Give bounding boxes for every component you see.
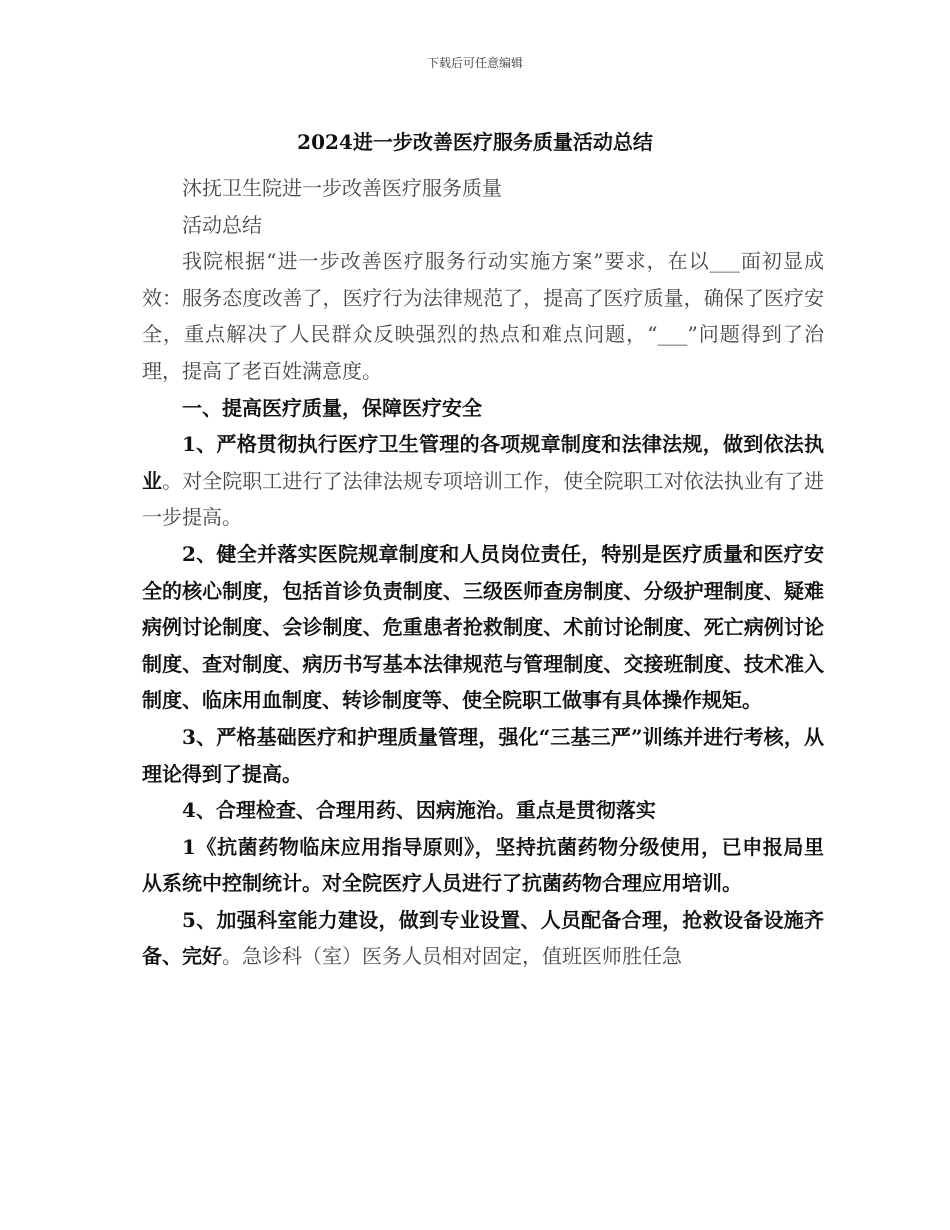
header-note: 下载后可任意编辑 — [426, 56, 523, 70]
item-1-paragraph — [142, 426, 824, 536]
item-2-paragraph: 2、健全并落实医院规章制度和人员岗位责任，特别是医疗质量和医疗安全的核心制度，包括首诊负责制度、三级医师查房制度、分级护理制度、疑难病例讨论制度、会诊制度、危重患者抢救制度、术前讨论制度、死亡病例讨论制度、查对制度、病历书写基本法律规范与管理制度、交接班制度、技术准入制度、临床用血制度、转诊制度等、使全院职工做事有具体操作规矩。 — [142, 541, 824, 713]
document-body — [142, 170, 824, 975]
document-title: 2024进一步改善医疗服务质量活动总结 — [297, 130, 653, 154]
item-4-continuation: 1《抗菌药物临床应用指导原则》，坚持抗菌药物分级使用，已申报局里从系统中控制统计。对全院医疗人员进行了抗菌药物合理应用培训。 — [142, 834, 824, 896]
item-5-bold: 5、加强科室能力建设，做到专业设置、人员配备合理，抢救设备设施齐备、完好 — [142, 907, 824, 969]
subtitle-line-1: 沐抚卫生院进一步改善医疗服务质量 — [182, 176, 502, 200]
item-3-paragraph: 3、严格基础医疗和护理质量管理，强化“三基三严”训练并进行考核，从理论得到了提高。 — [142, 724, 824, 786]
item-1-rest: 。对全院职工进行了法律法规专项培训工作，使全院职工对依法执业有了进一步提高。 — [142, 468, 825, 530]
intro-paragraph: 我院根据“进一步改善医疗服务行动实施方案”要求，在以___面初显成效：服务态度改善了，医疗行为法律规范了，提高了医疗质量，确保了医疗安全，重点解决了人民群众反映强烈的热点和难点问题，“___”问题得到了治理，提高了老百姓满意度。 — [142, 249, 824, 383]
item-4-paragraph: 4、合理检查、合理用药、因病施治。重点是贯彻落实 — [182, 798, 656, 823]
item-5-rest: 。急诊科（室）医务人员相对固定，值班医师胜任急 — [222, 944, 682, 969]
section-heading-1: 一、提高医疗质量，保障医疗安全 — [182, 395, 482, 420]
item-1-bold: 1、严格贯彻执行医疗卫生管理的各项规章制度和法律法规，做到依法执业 — [142, 432, 824, 493]
item-5-paragraph — [142, 902, 824, 975]
subtitle-line-2: 活动总结 — [182, 212, 262, 237]
